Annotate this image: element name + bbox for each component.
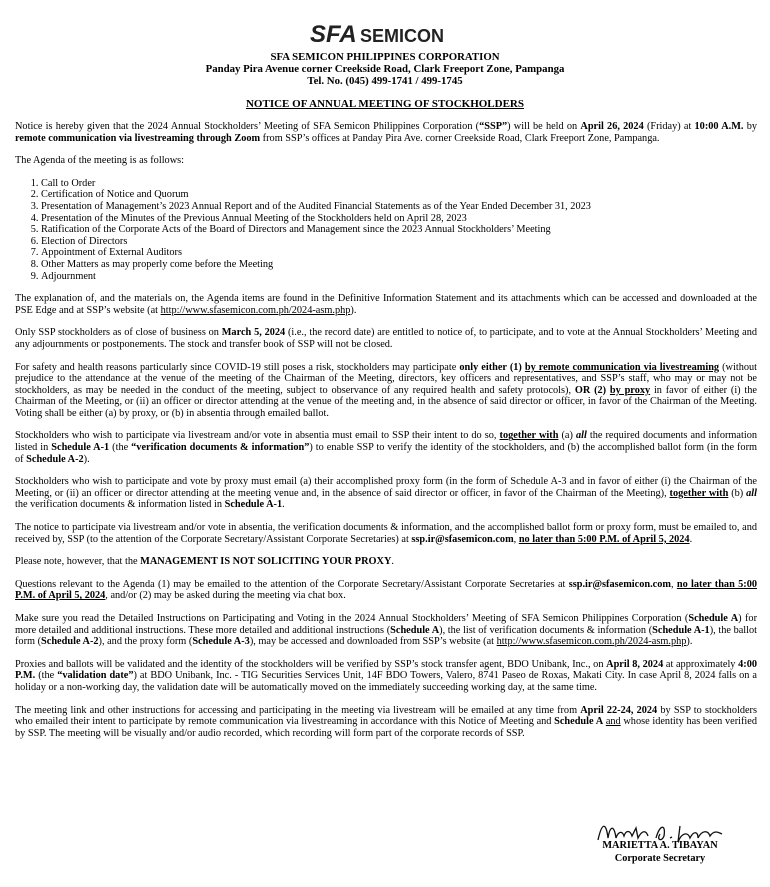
- agenda-item: 7. Appointment of External Auditors: [41, 247, 757, 259]
- agenda-item: 6. Election of Directors: [41, 236, 757, 248]
- paragraph-meeting-details: Notice is hereby given that the 2024 Annual Stockholders’ Meeting of SFA Semicon Philippines Corporation (“SSP”) will be held on April 26, 2024 (Friday) at 10:00 A.M. by remote communication via livestreaming through Zoom from SSP’s offices at Panday Pira Ave. corner Creekside Road, Clark Freeport Zone, Pampanga.: [15, 121, 758, 144]
- signatory-name: MARIETTA A. TIBAYAN: [602, 840, 718, 851]
- paragraph-proxy: Stockholders who wish to participate and vote by proxy must email (a) their accomplished proxy form (in the form of Schedule A-3 and in favor of either (i) the Chairman of the Meeting, or (ii) an officer or director attending at the meeting venue and, in the absence of said director or officer, in favor of the Chairman of the Meeting), together with (b) all the verification documents & information listed in Schedule A-1.: [15, 476, 757, 511]
- company-address: Panday Pira Avenue corner Creekside Road, Clark Freeport Zone, Pampanga: [205, 63, 565, 75]
- notice-body: [15, 121, 757, 750]
- agenda-list: [15, 178, 757, 282]
- paragraph-validation: Proxies and ballots will be validated and the identity of the stockholders will be verified by SSP’s stock transfer agent, BDO Unibank, Inc., on April 8, 2024 at approximately 4:00 P.M. (the “validation date”) at BDO Unibank, Inc. - TIG Securities Services Unit, 14F BDO Towers, Valero, 8741 Paseo de Roxas, Makati City. In case April 8, 2024 falls on a holiday or a non-working day, the validation date will be automatically moved on the immediately succeeding working day, at the same time.: [15, 658, 757, 693]
- agenda-item: 4. Presentation of the Minutes of the Previous Annual Meeting of the Stockholders held on April 28, 2023: [41, 213, 757, 225]
- company-phone: Tel. No. (045) 499-1741 / 499-1745: [307, 75, 463, 87]
- agenda-item: 1. Call to Order: [41, 178, 757, 190]
- ir-email[interactable]: ssp.ir@sfasemicon.com: [411, 533, 514, 545]
- company-name: SFA SEMICON PHILIPPINES CORPORATION: [270, 51, 500, 63]
- notice-title: NOTICE OF ANNUAL MEETING OF STOCKHOLDERS: [245, 98, 524, 110]
- agenda-intro: The Agenda of the meeting is as follows:: [15, 155, 185, 167]
- paragraph-explanation: The explanation of, and the materials on, the Agenda items are found in the Definitive Information Statement and its attachments which can be accessed and downloaded at the PSE Edge and at SSP’s website (at http://www.sfasemicon.com.ph/2024-asm.php).: [15, 293, 757, 316]
- paragraph-instructions: Make sure you read the Detailed Instructions on Participating and Voting in the 2024 Annual Stockholders’ Meeting of SFA Semicon Philippines Corporation (Schedule A) for more detailed and additional instructions. These more detailed and additional instructions (Schedule A), the list of verification documents & information (Schedule A-1), the ballot form (Schedule A-2), and the proxy form (Schedule A-3), may be accessed and downloaded from SSP’s website (at http://www.sfasemicon.com.ph/2024-asm.php).: [15, 613, 758, 648]
- sfa-logo-icon: [310, 20, 460, 46]
- paragraph-record-date: Only SSP stockholders as of close of business on March 5, 2024 (i.e., the record date) are entitled to notice of, to participate, and to vote at the Annual Stockholders’ Meeting and any adjournments or postponements. The stock and transfer book of SSP will not be closed.: [15, 327, 757, 350]
- ir-email[interactable]: ssp.ir@sfasemicon.com: [568, 578, 671, 590]
- paragraph-participation: For safety and health reasons particularly since COVID-19 still poses a risk, stockholders may participate only either (1) by remote communication via livestreaming (without prejudice to the attendance at the venue of the meeting of the Chairman of the Meeting, directors, key officers and representatives, and SSP’s staff, who may or may not be stockholders, as may be needed in the conduct of the meeting, subject to observance of any required health and safety protocols), OR (2) by proxy in favor of either (i) the Chairman of the Meeting, or (ii) an officer or director attending at the venue of the meeting and, in the absence of said director or officer, in favor of the Chairman of the Meeting. Voting shall be either (a) by proxy, or (b) in absentia through emailed ballot.: [15, 361, 758, 419]
- signatory-title: Corporate Secretary: [614, 853, 706, 864]
- agenda-item: 2. Certification of Notice and Quorum: [41, 189, 757, 201]
- logo-semicon-text: SEMICON: [360, 26, 445, 46]
- agenda-item: 8. Other Matters as may properly come before the Meeting: [41, 259, 757, 271]
- agenda-item: 3. Presentation of Management’s 2023 Annual Report and of the Audited Financial Statements as of the Year Ended December 31, 2023: [41, 201, 757, 213]
- agenda-item: 5. Ratification of the Corporate Acts of the Board of Directors and Management since the 2023 Annual Stockholders’ Meeting: [41, 224, 757, 236]
- asm-website-link[interactable]: http://www.sfasemicon.com.ph/2024-asm.php: [160, 304, 351, 316]
- logo-sfa-text: SFA: [310, 21, 357, 46]
- paragraph-submission: The notice to participate via livestream and/or vote in absentia, the verification documents & information, and the accomplished ballot form or proxy form, must be emailed to, and received by, SSP (to the attention of the Corporate Secretary/Assistant Corporate Secretaries) at ssp.ir@sfasemicon.com, no later than 5:00 P.M. of April 5, 2024.: [15, 522, 757, 545]
- agenda-item: 9. Adjournment: [41, 271, 757, 283]
- asm-website-link[interactable]: http://www.sfasemicon.com.ph/2024-asm.php: [496, 636, 687, 648]
- paragraph-livestream: Stockholders who wish to participate via livestream and/or vote in absentia must email to SSP their intent to do so, together with (a) all the required documents and information listed in Schedule A-1 (the “verification documents & information”) to enable SSP to verify the identity of the stockholders, and (b) the accomplished ballot form (in the form of Schedule A-2).: [15, 430, 758, 465]
- paragraph-not-soliciting: Please note, however, that the MANAGEMENT IS NOT SOLICITING YOUR PROXY.: [15, 556, 394, 568]
- paragraph-meeting-link: The meeting link and other instructions for accessing and participating in the meeting via livestream will be emailed at any time from April 22-24, 2024 by SSP to stockholders who emailed their intent to participate by remote communication via livestreaming in accordance with this Notice of Meeting and Schedule A and whose identity has been verified by SSP. The meeting will be visually and/or audio recorded, which recording will form part of the corporate records of SSP.: [15, 704, 757, 739]
- paragraph-questions: Questions relevant to the Agenda (1) may be emailed to the attention of the Corporate Secretary/Assistant Corporate Secretaries at ssp.ir@sfasemicon.com, no later than 5:00 P.M. of April 5, 2024, and/or (2) may be asked during the meeting via chat box.: [15, 578, 757, 602]
- company-logo: [0, 20, 770, 46]
